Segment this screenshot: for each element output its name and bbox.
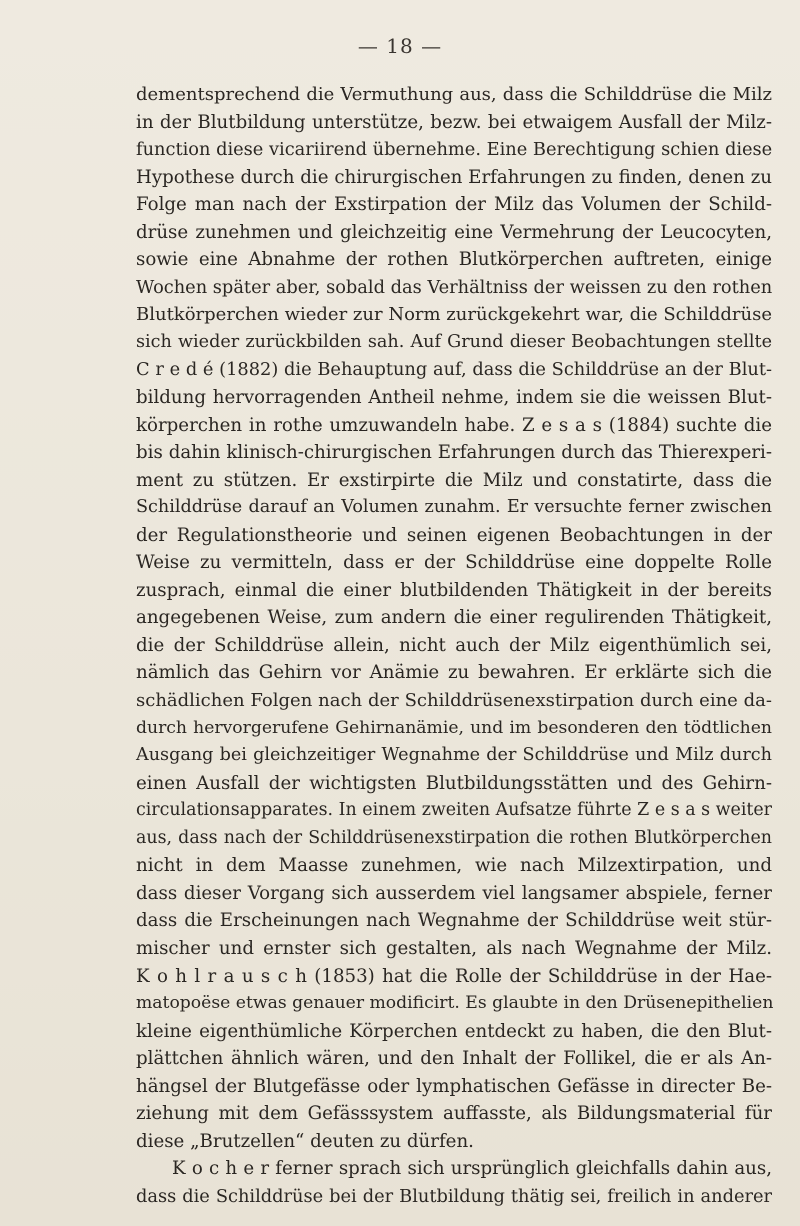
- text-line: aus, dass nach der Schilddrüsenexstirpation die rothen Blutkörperchen: [136, 827, 772, 848]
- text-line: plättchen ähnlich wären, und den Inhalt der Follikel, die er als An-: [136, 1048, 772, 1070]
- text-line: K o c h e r ferner sprach sich ursprünglich gleichfalls dahin aus,: [172, 1158, 772, 1180]
- text-line: ziehung mit dem Gefässsystem auffasste, als Bildungsmaterial für: [136, 1103, 772, 1125]
- page-number: — 18 —: [357, 34, 443, 58]
- text-line: zusprach, einmal die einer blutbildenden Thätigkeit in der bereits: [136, 579, 772, 601]
- text-line: körperchen in rothe umzuwandeln habe. Z e s a s (1884) suchte die: [136, 414, 772, 436]
- text-line: in der Blutbildung unterstütze, bezw. bei etwaigem Ausfall der Milz-: [136, 111, 772, 133]
- text-line: mischer und ernster sich gestalten, als nach Wegnahme der Milz.: [136, 937, 772, 959]
- text-line: bildung hervorragenden Antheil nehme, indem sie die weissen Blut-: [136, 387, 772, 409]
- text-line: hängsel der Blutgefässe oder lymphatischen Gefässe in directer Be-: [136, 1075, 772, 1097]
- text-line: dass die Schilddrüse bei der Blutbildung thätig sei, freilich in anderer: [136, 1185, 772, 1207]
- text-line: Weise zu vermitteln, dass er der Schilddrüse eine doppelte Rolle: [136, 552, 772, 574]
- text-line: durch hervorgerufene Gehirnanämie, und im besonderen den tödtlichen: [136, 717, 772, 738]
- text-line: Folge man nach der Exstirpation der Milz das Volumen der Schild-: [136, 194, 772, 216]
- text-line: einen Ausfall der wichtigsten Blutbildungsstätten und des Gehirn-: [136, 772, 772, 794]
- text-line: Blutkörperchen wieder zur Norm zurückgekehrt war, die Schilddrüse: [136, 304, 772, 326]
- text-line: die der Schilddrüse allein, nicht auch der Milz eigenthümlich sei,: [136, 634, 772, 656]
- text-line: sich wieder zurückbilden sah. Auf Grund dieser Beobachtungen stellte: [136, 331, 772, 352]
- text-line: kleine eigenthümliche Körperchen entdeckt zu haben, die den Blut-: [136, 1020, 772, 1042]
- text-line: schädlichen Folgen nach der Schilddrüsenexstirpation durch eine da-: [136, 690, 772, 712]
- text-line: C r e d é (1882) die Behauptung auf, dass die Schilddrüse an der Blut-: [136, 359, 772, 381]
- text-line: Ausgang bei gleichzeitiger Wegnahme der Schilddrüse und Milz durch: [136, 745, 772, 766]
- text-line: dass die Erscheinungen nach Wegnahme der Schilddrüse weit stür-: [136, 910, 772, 932]
- text-line: ment zu stützen. Er exstirpirte die Milz und constatirte, dass die: [136, 469, 772, 491]
- text-line: bis dahin klinisch-chirurgischen Erfahrungen durch das Thierexperi-: [136, 442, 772, 464]
- text-line: Schilddrüse darauf an Volumen zunahm. Er versuchte ferner zwischen: [136, 497, 772, 518]
- text-line: diese „Brutzellen“ deuten zu dürfen.: [136, 1130, 474, 1152]
- text-line: dass dieser Vorgang sich ausserdem viel langsamer abspiele, ferner: [136, 882, 772, 904]
- paragraph-1: [136, 81, 772, 1155]
- body-text: [136, 81, 772, 1210]
- text-line: der Regulationstheorie und seinen eigenen Beobachtungen in der: [136, 524, 772, 546]
- text-line: angegebenen Weise, zum andern die einer regulirenden Thätigkeit,: [136, 607, 772, 629]
- text-line: K o h l r a u s c h (1853) hat die Rolle der Schilddrüse in der Hae-: [136, 965, 772, 987]
- text-line: nämlich das Gehirn vor Anämie zu bewahren. Er erklärte sich die: [136, 662, 772, 684]
- text-line: nicht in dem Maasse zunehmen, wie nach Milzextirpation, und: [136, 855, 772, 877]
- paragraph-2: [136, 1155, 772, 1210]
- text-line: sowie eine Abnahme der rothen Blutkörperchen auftreten, einige: [136, 249, 772, 271]
- text-line: dementsprechend die Vermuthung aus, dass die Schilddrüse die Milz: [136, 84, 772, 105]
- text-line: function diese vicariirend übernehme. Eine Berechtigung schien diese: [136, 139, 773, 161]
- text-line: matopoëse etwas genauer modificirt. Es glaubte in den Drüsenepithelien: [136, 993, 774, 1014]
- text-line: drüse zunehmen und gleichzeitig eine Vermehrung der Leucocyten,: [136, 221, 772, 243]
- text-line: Hypothese durch die chirurgischen Erfahrungen zu finden, denen zu: [136, 166, 772, 188]
- text-line: circulationsapparates. In einem zweiten Aufsatze führte Z e s a s weiter: [136, 800, 772, 821]
- text-line: Wochen später aber, sobald das Verhältniss der weissen zu den rothen: [136, 276, 773, 298]
